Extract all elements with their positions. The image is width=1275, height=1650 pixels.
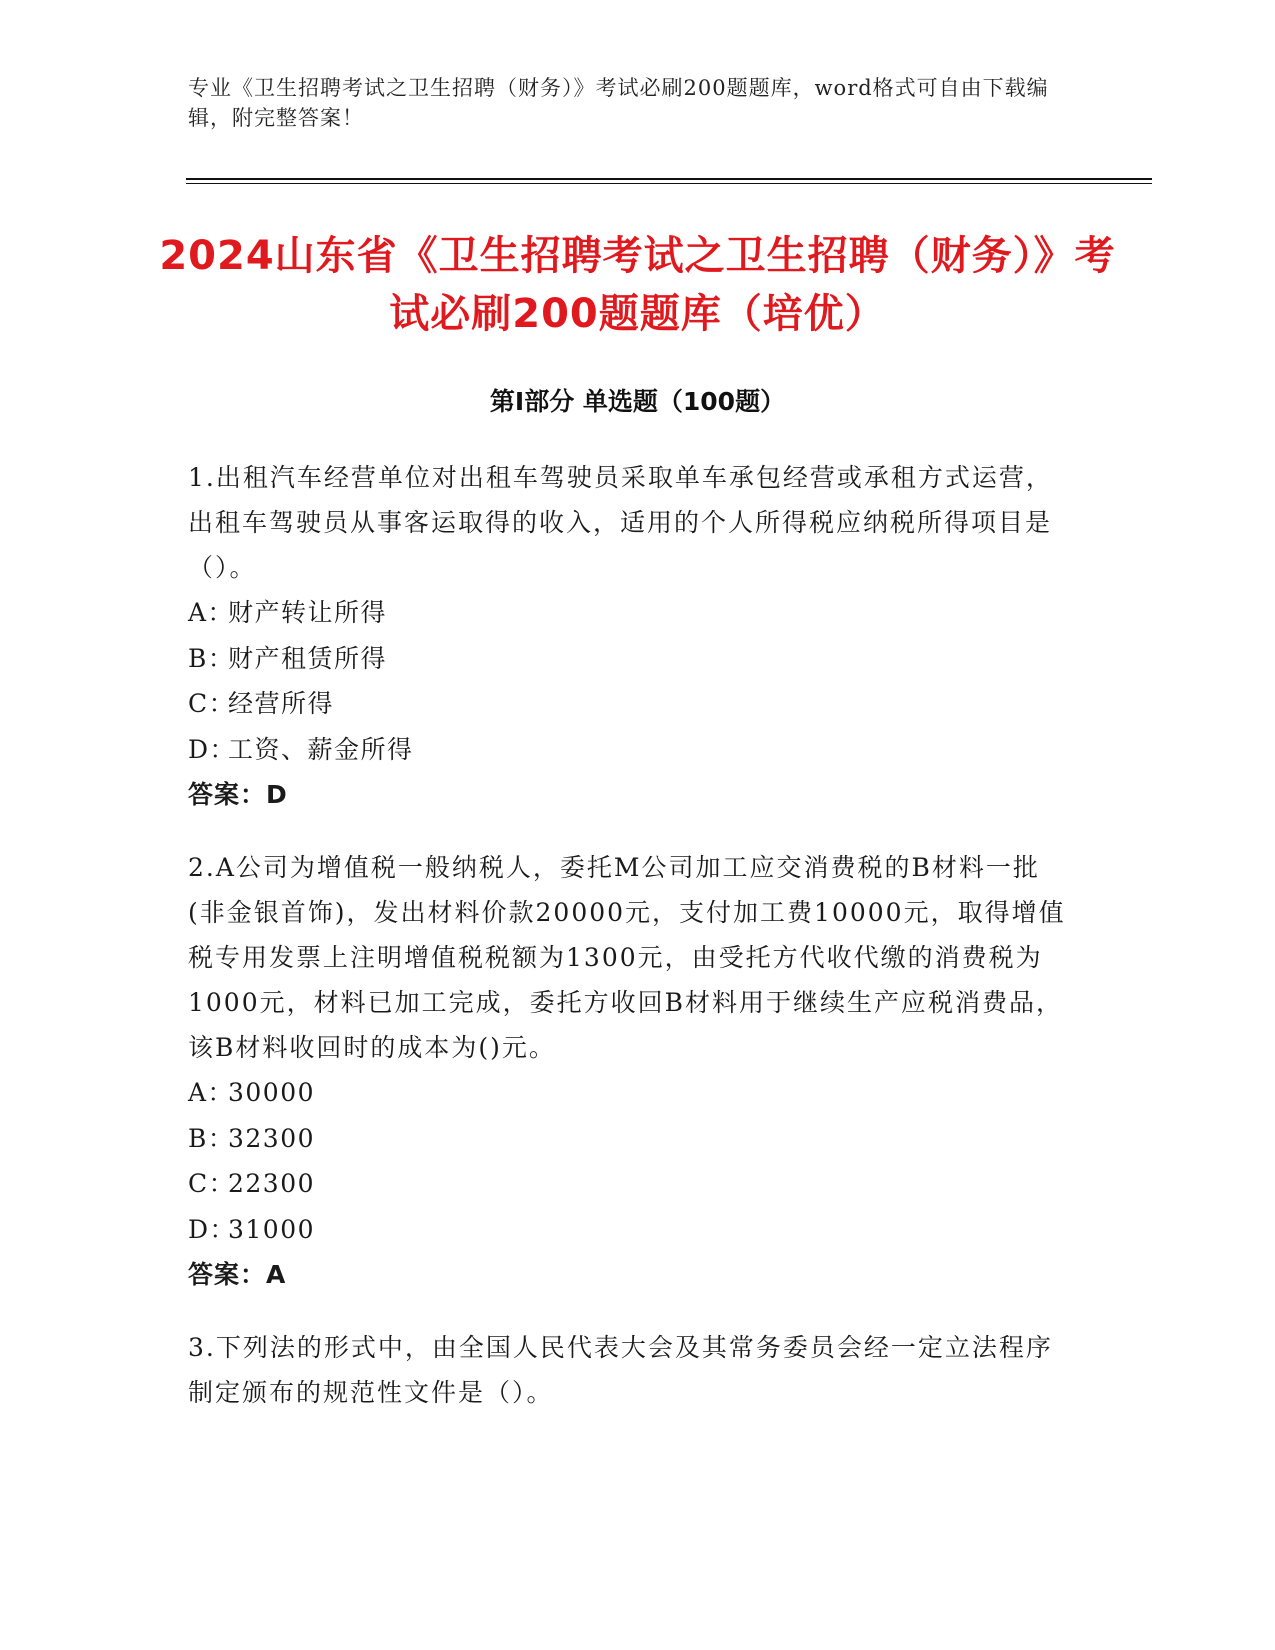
option-text: 22300 bbox=[228, 1169, 316, 1198]
question-2 bbox=[188, 845, 1078, 1298]
answer-line: 答案：D bbox=[188, 780, 288, 809]
option-text: 财产转让所得 bbox=[228, 598, 388, 627]
question-3 bbox=[188, 1325, 1078, 1415]
option-letter: C： bbox=[188, 1169, 236, 1198]
option-letter: B： bbox=[188, 1123, 235, 1153]
option-a bbox=[188, 1070, 1078, 1116]
header-rule-thick bbox=[186, 178, 1152, 180]
answer-line: 答案：A bbox=[188, 1260, 287, 1289]
option-b bbox=[188, 636, 1078, 682]
option-a bbox=[188, 590, 1078, 636]
section-heading: 第Ⅰ部分 单选题（100题） bbox=[489, 387, 786, 416]
question-stem: 3.下列法的形式中，由全国人民代表大会及其常务委员会经一定立法程序制定颁布的规范性文件是（）。 bbox=[188, 1333, 1053, 1407]
header-rule-thin bbox=[186, 183, 1152, 184]
option-text: 31000 bbox=[228, 1214, 316, 1244]
option-c bbox=[188, 681, 1078, 727]
option-letter: C： bbox=[188, 689, 236, 718]
option-text: 32300 bbox=[228, 1123, 316, 1153]
document-title: 2024山东省《卫生招聘考试之卫生招聘（财务）》考试必刷200题题库（培优） bbox=[159, 233, 1116, 337]
option-d bbox=[188, 727, 1078, 773]
option-text: 财产租赁所得 bbox=[228, 643, 388, 673]
option-letter: D： bbox=[188, 1214, 237, 1244]
option-letter: B： bbox=[188, 643, 235, 673]
option-text: 30000 bbox=[228, 1078, 316, 1107]
option-letter: A： bbox=[188, 1078, 235, 1107]
option-b bbox=[188, 1116, 1078, 1162]
option-c bbox=[188, 1161, 1078, 1207]
question-stem: 2.A公司为增值税一般纳税人，委托M公司加工应交消费税的B材料一批(非金银首饰)，发出材料价款20000元，支付加工费10000元，取得增值税专用发票上注明增值税税额为1300元，由受托方代收代缴的消费税为1000元，材料已加工完成，委托方收回B材料用于继续生产应税消费品，该B材料收回时的成本为()元。 bbox=[188, 853, 1066, 1062]
question-1 bbox=[188, 455, 1078, 818]
option-letter: A： bbox=[188, 598, 235, 627]
option-letter: D： bbox=[188, 734, 237, 764]
option-text: 工资、薪金所得 bbox=[228, 734, 414, 764]
option-d bbox=[188, 1207, 1078, 1253]
option-text: 经营所得 bbox=[228, 689, 335, 718]
header-note: 专业《卫生招聘考试之卫生招聘（财务）》考试必刷200题题库，word格式可自由下载编辑，附完整答案！ bbox=[188, 76, 1049, 130]
question-stem: 1.出租汽车经营单位对出租车驾驶员采取单车承包经营或承租方式运营，出租车驾驶员从事客运取得的收入，适用的个人所得税应纳税所得项目是（）。 bbox=[188, 463, 1053, 582]
